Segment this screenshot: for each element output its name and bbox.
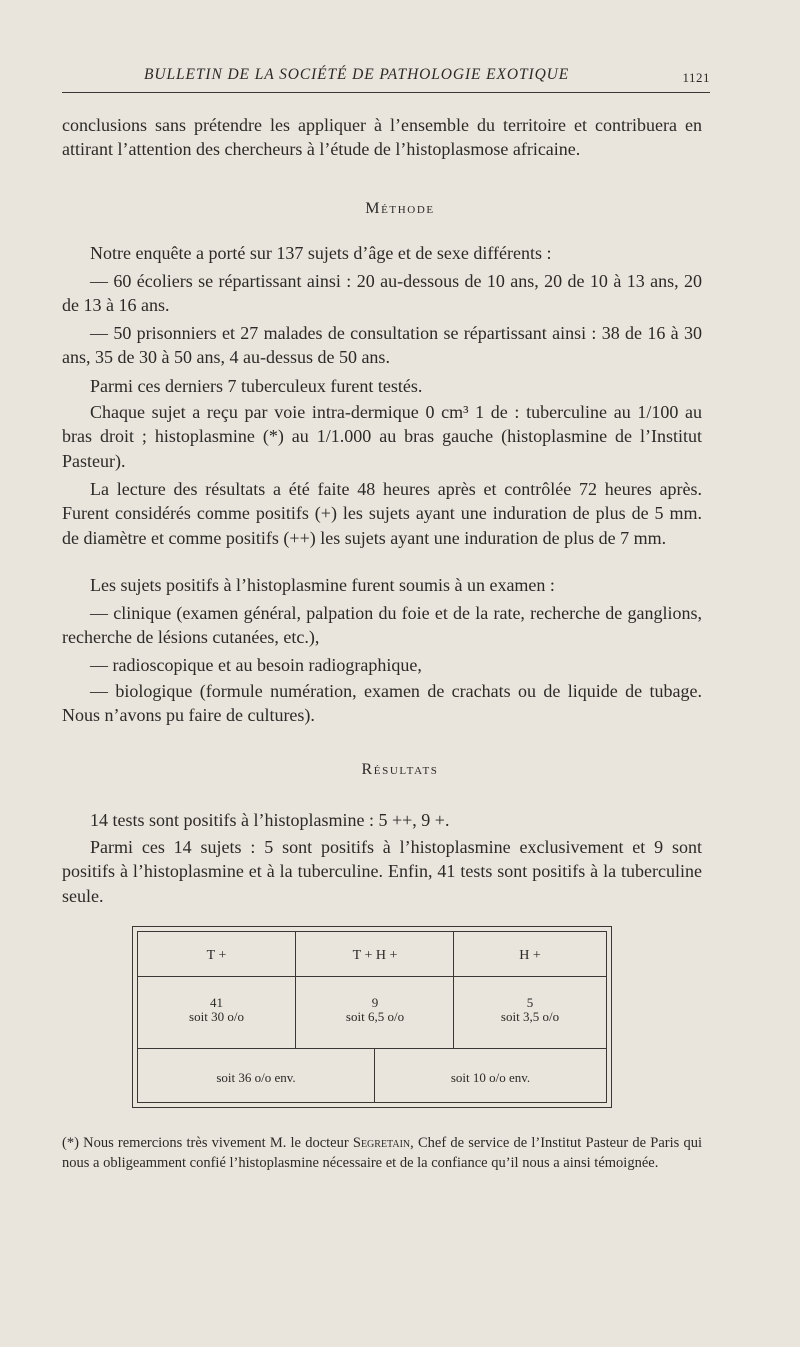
table-cell (295, 976, 454, 1048)
footnote-name: Segretain (352, 1135, 411, 1151)
results-table (132, 926, 612, 1108)
methode-paragraph: — biologique (formule numération, examen de crachats ou de liquide de tubage. Nous n’avons pu faire de cultures). (62, 681, 702, 726)
table-count: 9 (371, 995, 379, 1010)
methode-paragraph: La lecture des résultats a été faite 48 heures après et contrôlée 72 heures après. Furent considérés comme positifs (+) les sujets ayant une induration de plus de 5 mm. de diamètre et comme positifs (++) les sujets ayant une induration de plus de 7 mm. (62, 479, 702, 548)
table-percent: soit 6,5 o/o (345, 1009, 405, 1024)
methode-paragraph: — radioscopique et au besoin radiographique, (90, 655, 422, 675)
running-title: BULLETIN DE LA SOCIÉTÉ DE PATHOLOGIE EXOTIQUE (144, 66, 570, 83)
methode-paragraph: Notre enquête a porté sur 137 sujets d’âge et de sexe différents : (90, 243, 552, 263)
running-header (62, 62, 710, 93)
table-cell (138, 976, 295, 1048)
methode-paragraph: — 60 écoliers se répartissant ainsi : 20 au-dessous de 10 ans, 20 de 10 à 13 ans, 20 de 13 à 16 ans. (62, 271, 702, 316)
resultats-paragraph: 14 tests sont positifs à l’histoplasmine : 5 ++, 9 +. (90, 810, 450, 830)
methode-paragraph: Les sujets positifs à l’histoplasmine furent soumis à un examen : (90, 575, 555, 595)
methode-paragraph: — clinique (examen général, palpation du foie et de la rate, recherche de ganglions, recherche de lésions cutanées, etc.), (62, 603, 702, 648)
footnote-text-rest: , Chef de service de l’Institut Pasteur de Paris qui nous a obligeamment confié l’histoplasmine nécessaire et de la confiance qu’il nous a ainsi témoignée. (62, 1135, 702, 1171)
table-header-cell: T + H + (295, 932, 454, 976)
footnote (62, 1133, 702, 1173)
section-heading-resultats: Résultats (361, 761, 439, 778)
table-header-row (138, 932, 606, 977)
table-percent: soit 30 o/o (189, 1009, 244, 1024)
table-count: 5 (526, 995, 534, 1010)
methode-paragraph: Chaque sujet a reçu par voie intra-dermique 0 cm³ 1 de : tuberculine au 1/100 au bras droit ; histoplasmine (*) au 1/1.000 au bras gauche (histoplasmine de l’Institut Pasteur). (62, 402, 702, 471)
table-header-cell: H + (453, 932, 606, 976)
footnote-text: (*) Nous remercions très vivement M. le docteur (62, 1135, 349, 1151)
page-number: 1121 (682, 70, 710, 85)
table-cell (453, 976, 606, 1048)
table-percent: soit 3,5 o/o (500, 1009, 560, 1024)
table-count: 41 (210, 995, 223, 1010)
table-row (138, 976, 606, 1049)
section-heading-methode: Méthode (365, 200, 435, 217)
methode-paragraph: Parmi ces derniers 7 tuberculeux furent testés. (90, 376, 423, 396)
methode-paragraph: — 50 prisonniers et 27 malades de consultation se répartissant ainsi : 38 de 16 à 30 ans, 35 de 30 à 50 ans, 4 au-dessus de 50 ans. (62, 323, 702, 368)
intro-paragraph: conclusions sans prétendre les appliquer à l’ensemble du territoire et contribuera en attirant l’attention des chercheurs à l’étude de l’histoplasmose africaine. (62, 115, 702, 160)
table-total-cell: soit 36 o/o env. (216, 1070, 296, 1085)
resultats-paragraph: Parmi ces 14 sujets : 5 sont positifs à l’histoplasmine exclusivement et 9 sont positifs à l’histoplasmine et à la tuberculine. Enfin, 41 tests sont positifs à la tuberculine seule. (62, 837, 702, 906)
table-total-cell: soit 10 o/o env. (374, 1048, 606, 1102)
table-row (138, 1048, 606, 1102)
table-header-cell: T + (206, 948, 227, 963)
results-table-inner (137, 931, 607, 1103)
